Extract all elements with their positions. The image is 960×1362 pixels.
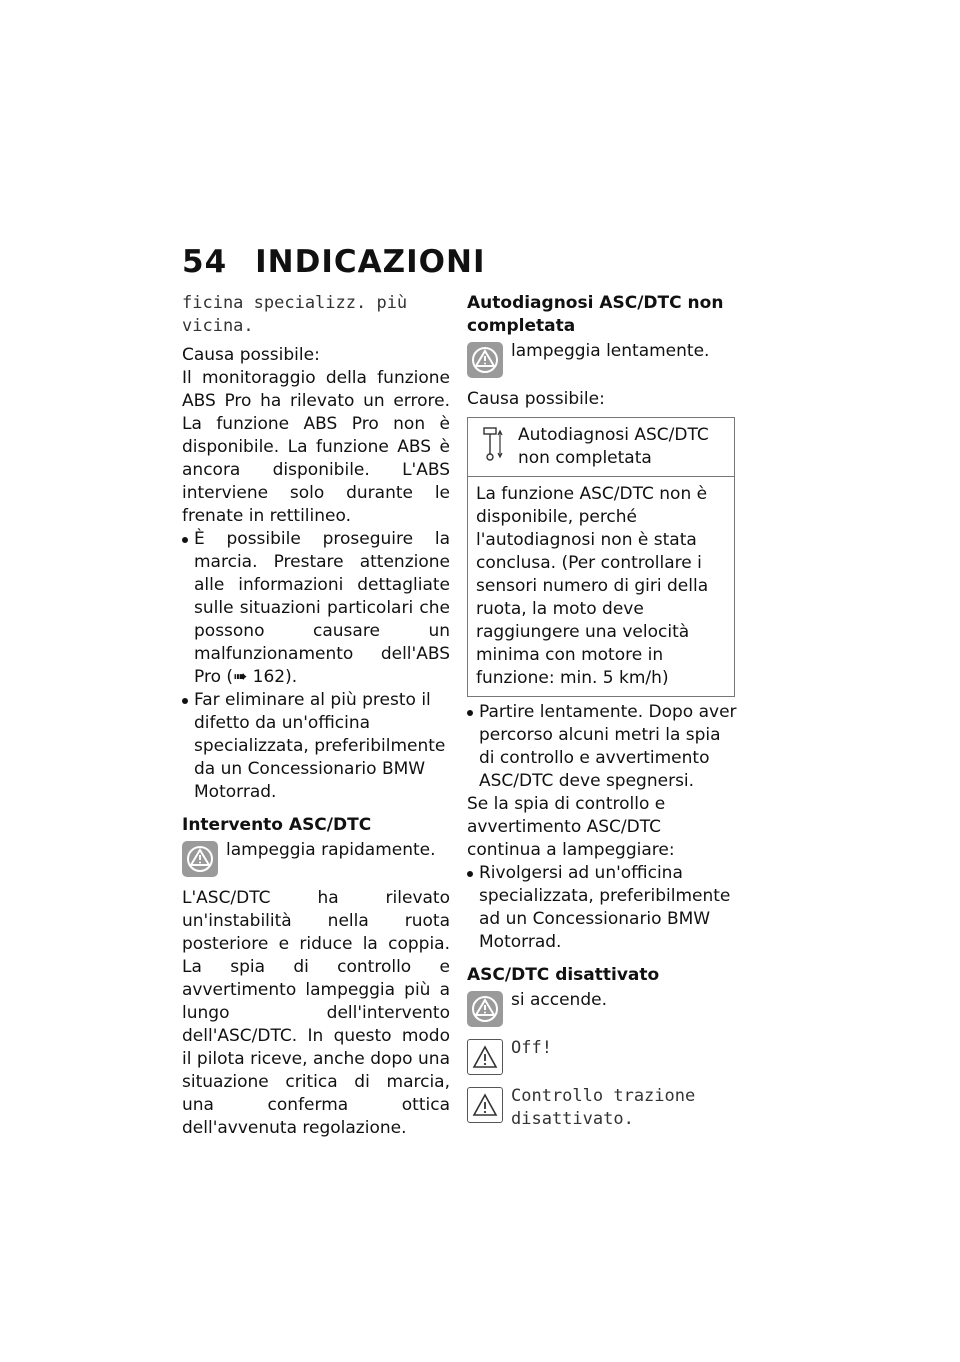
warning-triangle-icon: [467, 1039, 503, 1075]
display-row-msg: [467, 1085, 739, 1131]
page-header: [182, 244, 485, 280]
traction-warning-lamp-icon: [182, 841, 218, 877]
cause-label: Causa possibile:: [182, 345, 320, 365]
display-off-text: Off!: [511, 1038, 552, 1058]
mono-intro: ficina specializz. più vicina.: [182, 293, 408, 336]
table-body-row: La funzione ASC/DTC non è disponibile, perché l'autodiagnosi non è stata conclusa. (Per controllare i sensori numero di giri della ruota, la moto deve raggiungere una velocità minima con motore in funzione: min. 5 km/h): [476, 484, 709, 688]
traction-warning-lamp-icon: [467, 991, 503, 1027]
section-title-intervento: Intervento ASC/DTC: [182, 815, 372, 835]
icon-row: [182, 839, 450, 877]
list-item: Partire lentamente. Dopo aver percorso alcuni metri la spia di controllo e avvertimento ASC/DTC deve spegnersi.: [467, 701, 739, 793]
display-message-text: Controllo trazione disattivato.: [511, 1086, 696, 1129]
icon-text: lampeggia rapidamente.: [226, 840, 436, 860]
left-column: [182, 292, 450, 1140]
page-title: INDICAZIONI: [255, 244, 486, 280]
section-title-autodiagnosi: Autodiagnosi ASC/DTC non completata: [467, 293, 724, 336]
list-item: Rivolgersi ad un'officina specializzata, preferibilmente ad un Concessionario BMW Motorrad.: [467, 862, 739, 954]
bullet-list: [467, 862, 739, 954]
list-item: Far eliminare al più presto il difetto da un'officina specializzata, preferibilmente da un Concessionario BMW Motorrad.: [182, 689, 450, 804]
section-title-disattivato: ASC/DTC disattivato: [467, 965, 660, 985]
icon-text: lampeggia lentamente.: [511, 341, 710, 361]
right-column: [467, 292, 739, 1141]
followup-text: Se la spia di controllo e avvertimento ASC/DTC continua a lampeggiare:: [467, 794, 675, 860]
icon-text: si accende.: [511, 990, 607, 1010]
info-table: [467, 417, 735, 697]
display-row-off: [467, 1037, 739, 1075]
table-header-row: [468, 418, 734, 477]
bullet-list: [467, 701, 739, 793]
page-number: 54: [182, 244, 228, 280]
cause-label: Causa possibile:: [467, 389, 605, 409]
cause-text: Il monitoraggio della funzione ABS Pro ha rilevato un errore. La funzione ABS Pro non è disponibile. La funzione ABS è ancora disponibile. L'ABS interviene solo durante le frenate in rettilineo.: [182, 368, 450, 526]
traction-warning-lamp-icon: [467, 342, 503, 378]
section-body: L'ASC/DTC ha rilevato un'instabilità nella ruota posteriore e riduce la coppia. La spia di controllo e avvertimento lampeggia più a lungo dell'intervento dell'ASC/DTC. In questo modo il pilota riceve, anche dopo una situazione critica di marcia, una conferma ottica dell'avvenuta regolazione.: [182, 888, 450, 1138]
table-header-text: Autodiagnosi ASC/DTC non completata: [518, 425, 709, 468]
icon-row: [467, 340, 739, 378]
bullet-list: [182, 528, 450, 804]
warning-triangle-icon: [467, 1087, 503, 1123]
selfdiagnosis-icon: [482, 426, 504, 470]
list-item: È possibile proseguire la marcia. Prestare attenzione alle informazioni dettagliate sulle situazioni particolari che possono causare un malfunzionamento dell'ABS Pro (➠ 162).: [182, 528, 450, 689]
icon-row: [467, 989, 739, 1027]
